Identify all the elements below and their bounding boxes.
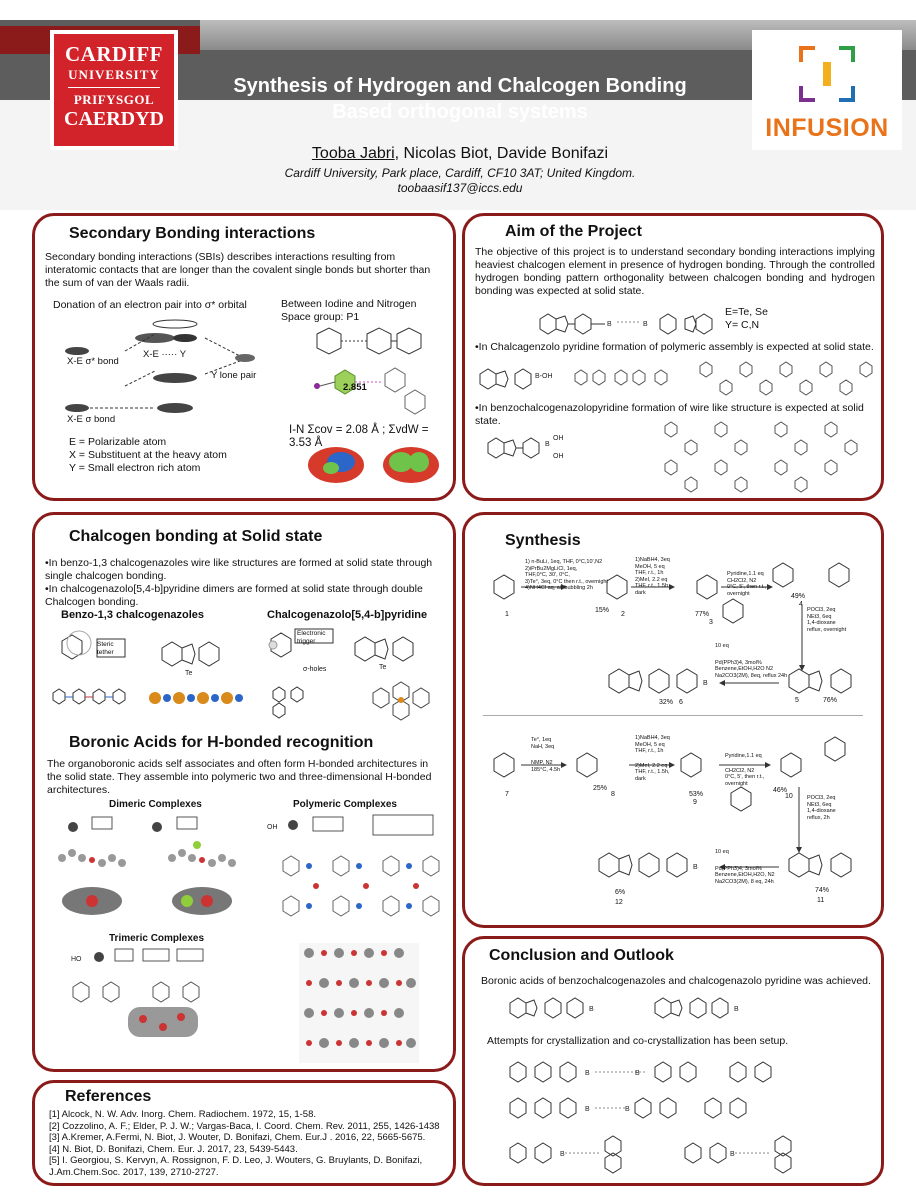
reference-item: [1] Alcock, N. W. Adv. Inorg. Chem. Radiochem. 1972, 15, 1-58. — [49, 1109, 317, 1120]
condition-line: POCl3, 2eq — [807, 607, 836, 613]
infusion-logo — [752, 30, 902, 150]
route2-step5-conditions — [715, 849, 805, 885]
condition-line: 1,4-dioxane — [807, 620, 836, 626]
boronic-acids-intro: The organoboronic acids self associates and often form H-bonded architectures in the solid state. They assemble into polymeric two and three-dimensional H-bonded architectures. — [47, 758, 432, 796]
iodine-nitrogen-structure — [297, 326, 437, 421]
svg-text:OH: OH — [267, 824, 278, 831]
contact-email: toobaasif137@iccs.edu — [397, 181, 523, 195]
sigma-bond-label: X-E σ bond — [67, 414, 116, 425]
route1-step4-conditions — [807, 607, 879, 633]
chalcogenazolopyridine-diagram — [263, 623, 448, 723]
condition-line: 1,4-dioxane — [807, 808, 836, 814]
dimeric-complexes-label: Dimeric Complexes — [109, 799, 202, 810]
condition-line: 2)MeI, 2.2 eq — [635, 762, 668, 769]
route2-yield-9: 53% — [689, 791, 704, 798]
route1-compound-3: 3 — [709, 619, 713, 626]
condition-line: 3)Te°, 3eq, 0°C then r.t., overnight — [525, 578, 608, 585]
conclusion-line-2: Attempts for crystallization and co-crystallization has been setup. — [487, 1035, 789, 1047]
legend-x: X = Substituent at the heavy atom — [69, 449, 227, 461]
lead-author: Tooba Jabri — [311, 145, 395, 162]
condition-line: overnight — [725, 780, 748, 787]
condition-line: THF, r.t., 1.5h — [635, 583, 669, 589]
chalcogenazolopyridine-subtitle: Chalcogenazolo[5,4-b]pyridine — [267, 609, 428, 621]
secondary-bonding-intro: Secondary bonding interactions (SBIs) describes interactions resulting from interatomic contacts that are longer than the covalent single bonds but shorter than the sum of van der Waals radii. — [45, 251, 431, 289]
svg-text:B-OH: B-OH — [535, 373, 553, 380]
logo-text-cardiff: CARDIFF — [65, 42, 163, 66]
reference-item: J.Am.Chem.Soc. 2017, 139, 2710-2727. — [49, 1166, 219, 1178]
condition-line: MeOH, 5 eq — [635, 563, 665, 570]
between-caption-1: Between Iodine and Nitrogen — [281, 298, 417, 310]
route2-compound-8: 8 — [611, 791, 615, 798]
poster-title — [200, 73, 720, 125]
condition-line: 2)MeI, 2.2 eq — [635, 576, 668, 583]
condition-line: 4)NH4Cl aq, air bubbling 2h — [525, 585, 593, 591]
svg-text:OH: OH — [553, 453, 564, 460]
condition-line: THF, r.t., 1h — [635, 570, 664, 576]
condition-line: 1)NaBH4, 3eq — [635, 735, 670, 741]
aim-title: Aim of the Project — [505, 223, 642, 240]
svg-text:B: B — [560, 1151, 565, 1158]
route2-compound-11: 11 — [817, 897, 825, 904]
wire-network-structure — [655, 416, 875, 496]
xey-label: X-E ····· Y — [143, 349, 187, 360]
route2-compound-9: 9 — [693, 799, 697, 806]
logo-separator — [68, 87, 160, 88]
condition-line: CH2Cl2, N2 — [727, 577, 757, 584]
references-title: References — [65, 1088, 152, 1105]
sigma-star-label: X-E σ* bond — [67, 356, 119, 367]
iodine-nitrogen-distance: 2.851 — [343, 382, 367, 393]
condition-line: overnight — [727, 590, 750, 597]
logo-text-university: UNIVERSITY — [68, 67, 160, 82]
trimeric-crystal-packing — [299, 943, 419, 1063]
condition-line: reflux, 2h — [807, 814, 830, 821]
condition-line: Te°, 1eq — [531, 737, 552, 743]
infusion-wordmark: INFUSION — [765, 114, 889, 142]
condition-line: Pd(PPh3)4, 3mol% — [715, 659, 762, 666]
trimeric-complexes-image — [63, 947, 243, 1057]
chalcogen-bonding-title: Chalcogen bonding at Solid state — [69, 528, 323, 545]
in-sum-values: I-N Σcov = 2.08 Å ; ΣvdW = 3.53 Å — [289, 424, 429, 449]
logo-text-prifysgol: PRIFYSGOL — [73, 92, 155, 107]
condition-line: 185°C, 4.5h — [531, 766, 561, 773]
svg-text:B: B — [703, 680, 708, 687]
cardiff-university-logo — [50, 30, 178, 150]
condition-line: 10 eq — [715, 849, 729, 855]
header-top-strip — [0, 0, 916, 20]
legend-e: E = Polarizable atom — [69, 436, 167, 448]
route2-yield-8: 25% — [593, 785, 608, 792]
chalcogen-bonding-panel — [32, 512, 456, 1072]
svg-text:OH: OH — [553, 435, 564, 442]
condition-line: 10 eq — [715, 643, 729, 649]
condition-line: 0°C, 5', then r.t., — [727, 584, 767, 590]
benzo-chalcogenazoles-subtitle: Benzo-1,3 chalcogenazoles — [61, 609, 205, 621]
references-list — [49, 1109, 453, 1179]
route2-yield-10: 46% — [773, 787, 788, 794]
aim-intro: The objective of this project is to understand secondary bonding interactions implying heaviest chalcogen element in presence of hydrogen bonding. Through the controlled hydrogen bonding pattern orthogonality between chalcogen bonding and hydrogen bonding was expected at solid state. — [475, 246, 875, 297]
donation-caption: Donation of an electron pair into σ* orbital — [53, 299, 247, 311]
route2-yield-11: 74% — [815, 887, 830, 894]
conclusion-line-1: Boronic acids of benzochalcogenazoles and chalcogenazolo pyridine was achieved. — [481, 975, 871, 987]
logo-text-caerdyd: CAERDYD — [64, 108, 164, 130]
aim-panel — [462, 213, 884, 501]
aim-bullet-wire: •In benzochalcogenazolopyridine formation of wire like structure is expected at solid state. — [475, 402, 864, 427]
e-definition: E=Te, Se — [725, 306, 768, 318]
route1-step5-conditions — [715, 643, 805, 679]
infusion-logo-icon — [797, 44, 857, 104]
condition-line: NMP, N2 — [531, 760, 553, 766]
conclusion-title: Conclusion and Outlook — [489, 947, 674, 964]
route1-step1-conditions — [525, 559, 617, 592]
references-panel — [32, 1080, 456, 1186]
polymeric-assembly-structures — [475, 356, 880, 401]
route1-yield-3: 77% — [695, 611, 710, 618]
route1-yield-4: 49% — [791, 593, 806, 600]
affiliation: Cardiff University, Park place, Cardiff, CF10 3AT; United Kingdom. — [284, 166, 636, 180]
svg-text:B: B — [643, 321, 648, 328]
svg-text:B: B — [635, 1070, 640, 1077]
svg-text:B: B — [693, 864, 698, 871]
benzo-chalcogenazole-diagram — [47, 623, 247, 723]
condition-line: THF,0°C, 30', 0°C, — [525, 572, 570, 578]
reference-item: [4] N. Biot, D. Bonifazi, Chem. Eur. J. 2017, 23, 5439-5443. — [49, 1143, 298, 1155]
route1-compound-4: 4 — [799, 601, 803, 608]
route1-step2-conditions — [635, 557, 695, 596]
dimeric-complexes-image — [47, 813, 247, 923]
condition-line: THF, r.t., 1.5h, — [635, 769, 670, 775]
condition-line: Benzene,EtOH,H2O, N2 — [715, 872, 775, 878]
steric-tether-label: Steric tether — [97, 641, 114, 656]
trimeric-complexes-label: Trimeric Complexes — [109, 933, 205, 944]
y-definition: Y= C,N — [725, 319, 760, 331]
polymeric-complexes-image — [263, 813, 448, 933]
synthesis-title: Synthesis — [505, 532, 581, 549]
condition-line: Na2CO3(2M), 8 eq, 24h — [715, 878, 774, 885]
conclusion-boronic-acids — [505, 993, 805, 1023]
condition-line: NEt3, 6eq — [807, 613, 832, 620]
between-caption-2: Space group: P1 — [281, 311, 360, 323]
svg-text:B: B — [625, 1106, 630, 1113]
condition-line: POCl3, 2eq — [807, 795, 836, 801]
route2-compound-10: 10 — [785, 793, 793, 800]
svg-text:HO: HO — [71, 956, 82, 963]
condition-line: NaH, 3eq — [531, 743, 555, 750]
logo-shield — [54, 34, 174, 146]
route1-compound-5: 5 — [795, 697, 799, 704]
condition-line: Pd(PPh3)4, 3mol% — [715, 865, 762, 872]
lone-pair-label: Y lone pair — [211, 370, 257, 381]
wire-structure-molecule — [483, 428, 583, 468]
svg-text:B: B — [730, 1151, 735, 1158]
condition-line: THF, r.t., 1h — [635, 748, 664, 754]
route1-compound-6: 6 — [679, 699, 683, 706]
secondary-bonding-panel — [32, 213, 456, 501]
synthesis-route-divider — [483, 715, 863, 716]
poster-title-line2: Based orthogonal systems — [332, 101, 588, 123]
electronic-trigger-label: Electronic trigger — [297, 630, 326, 645]
route2-compound-7: 7 — [505, 791, 509, 798]
boronic-acids-title: Boronic Acids for H-bonded recognition — [69, 734, 374, 751]
svg-text:B: B — [607, 321, 612, 328]
route1-step3-conditions — [727, 571, 789, 597]
condition-line: Benzene,EtOH,H2O N2 — [715, 666, 774, 672]
condition-line: Na2CO3(2M), 8eq, reflux 24h — [715, 672, 788, 679]
conclusion-panel — [462, 936, 884, 1186]
route1-yield-5: 76% — [823, 697, 838, 704]
route2-step3-conditions — [725, 753, 785, 787]
route2-compound-12: 12 — [615, 899, 623, 906]
condition-line: MeOH, 5 eq — [635, 741, 665, 748]
condition-line: 0°C, 5', then r.t., — [725, 774, 765, 780]
condition-line: dark — [635, 775, 646, 782]
secondary-bonding-title: Secondary Bonding interactions — [69, 225, 316, 242]
route1-yield-2: 15% — [595, 607, 610, 614]
aim-dimer-structure — [535, 304, 725, 344]
condition-line: 1)NaBH4, 3eq — [635, 557, 670, 563]
poster-title-line1: Synthesis of Hydrogen and Chalcogen Bonding — [233, 75, 687, 97]
polymeric-complexes-label: Polymeric Complexes — [293, 799, 397, 810]
synthesis-panel — [462, 512, 884, 928]
svg-text:B: B — [545, 441, 550, 448]
co-crystallization-structures — [505, 1053, 875, 1183]
reference-item: [2] Cozzolino, A. F.; Elder, P. J. W.; Vargas-Baca, I. Coord. Chem. Rev. 2011, 255, 1426-1438 — [49, 1120, 440, 1132]
legend-y: Y = Small electron rich atom — [69, 462, 201, 474]
reference-item: [5] I. Georgiou, S. Kervyn, A. Rossignon, F. D. Leo, J. Wouters, G. Bruylants, D. Bonifazi, — [49, 1155, 423, 1167]
condition-line: CH2Cl2, N2 — [725, 767, 755, 774]
svg-text:B: B — [734, 1006, 739, 1013]
condition-line: reflux, overnight — [807, 626, 847, 633]
condition-line: dark — [635, 589, 646, 596]
route2-step1-conditions — [531, 737, 571, 773]
condition-line: NEt3, 6eq — [807, 801, 832, 808]
route1-compound-2: 2 — [621, 611, 625, 618]
chalcogen-bullet-dimer: •In chalcogenazolo[5,4-b]pyridine dimers are formed at solid state through double Chalcogen bonding. — [45, 583, 423, 608]
route2-yield-12: 6% — [615, 889, 626, 896]
condition-line: Pyridine,1.1 eq — [725, 753, 762, 759]
route2-step4-conditions — [807, 795, 879, 821]
orbital-diagram — [55, 316, 265, 421]
aim-bullet-polymeric: •In Chalcagenzolo pyridine formation of polymeric assembly is expected at solid state. — [475, 341, 874, 353]
co-authors: , Nicolas Biot, Davide Bonifazi — [394, 145, 609, 162]
route2-step2-conditions — [635, 735, 687, 782]
chalcogen-bullet-wire: •In benzo-1,3 chalcogenazoles wire like structures are formed at solid state through single chalcogen bonding. — [45, 557, 433, 582]
svg-text:B: B — [585, 1070, 590, 1077]
condition-line: 1) n-BuLi, 1eq, THF, 0°C,10',N2 — [525, 559, 603, 565]
route1-compound-1: 1 — [505, 611, 509, 618]
sigma-holes-label: σ-holes — [303, 666, 327, 673]
author-list — [200, 145, 720, 163]
route1-yield-6: 32% — [659, 699, 674, 706]
svg-text:B: B — [589, 1006, 594, 1013]
condition-line: Pyridine,1.1 eq — [727, 571, 764, 577]
condition-line: 2)iPrBu2MgLiCl, 1eq, — [525, 565, 578, 572]
svg-text:Te: Te — [379, 664, 387, 671]
electrostatic-potential-maps — [301, 440, 451, 490]
reference-item: [3] A.Kremer, A.Fermi, N. Biot, J. Wouter, D. Bonifazi, Chem. Eur.J . 2016, 22, 5665-5675. — [49, 1132, 426, 1144]
svg-text:Te: Te — [185, 670, 193, 677]
svg-text:B: B — [585, 1106, 590, 1113]
affiliation-block — [200, 166, 720, 196]
